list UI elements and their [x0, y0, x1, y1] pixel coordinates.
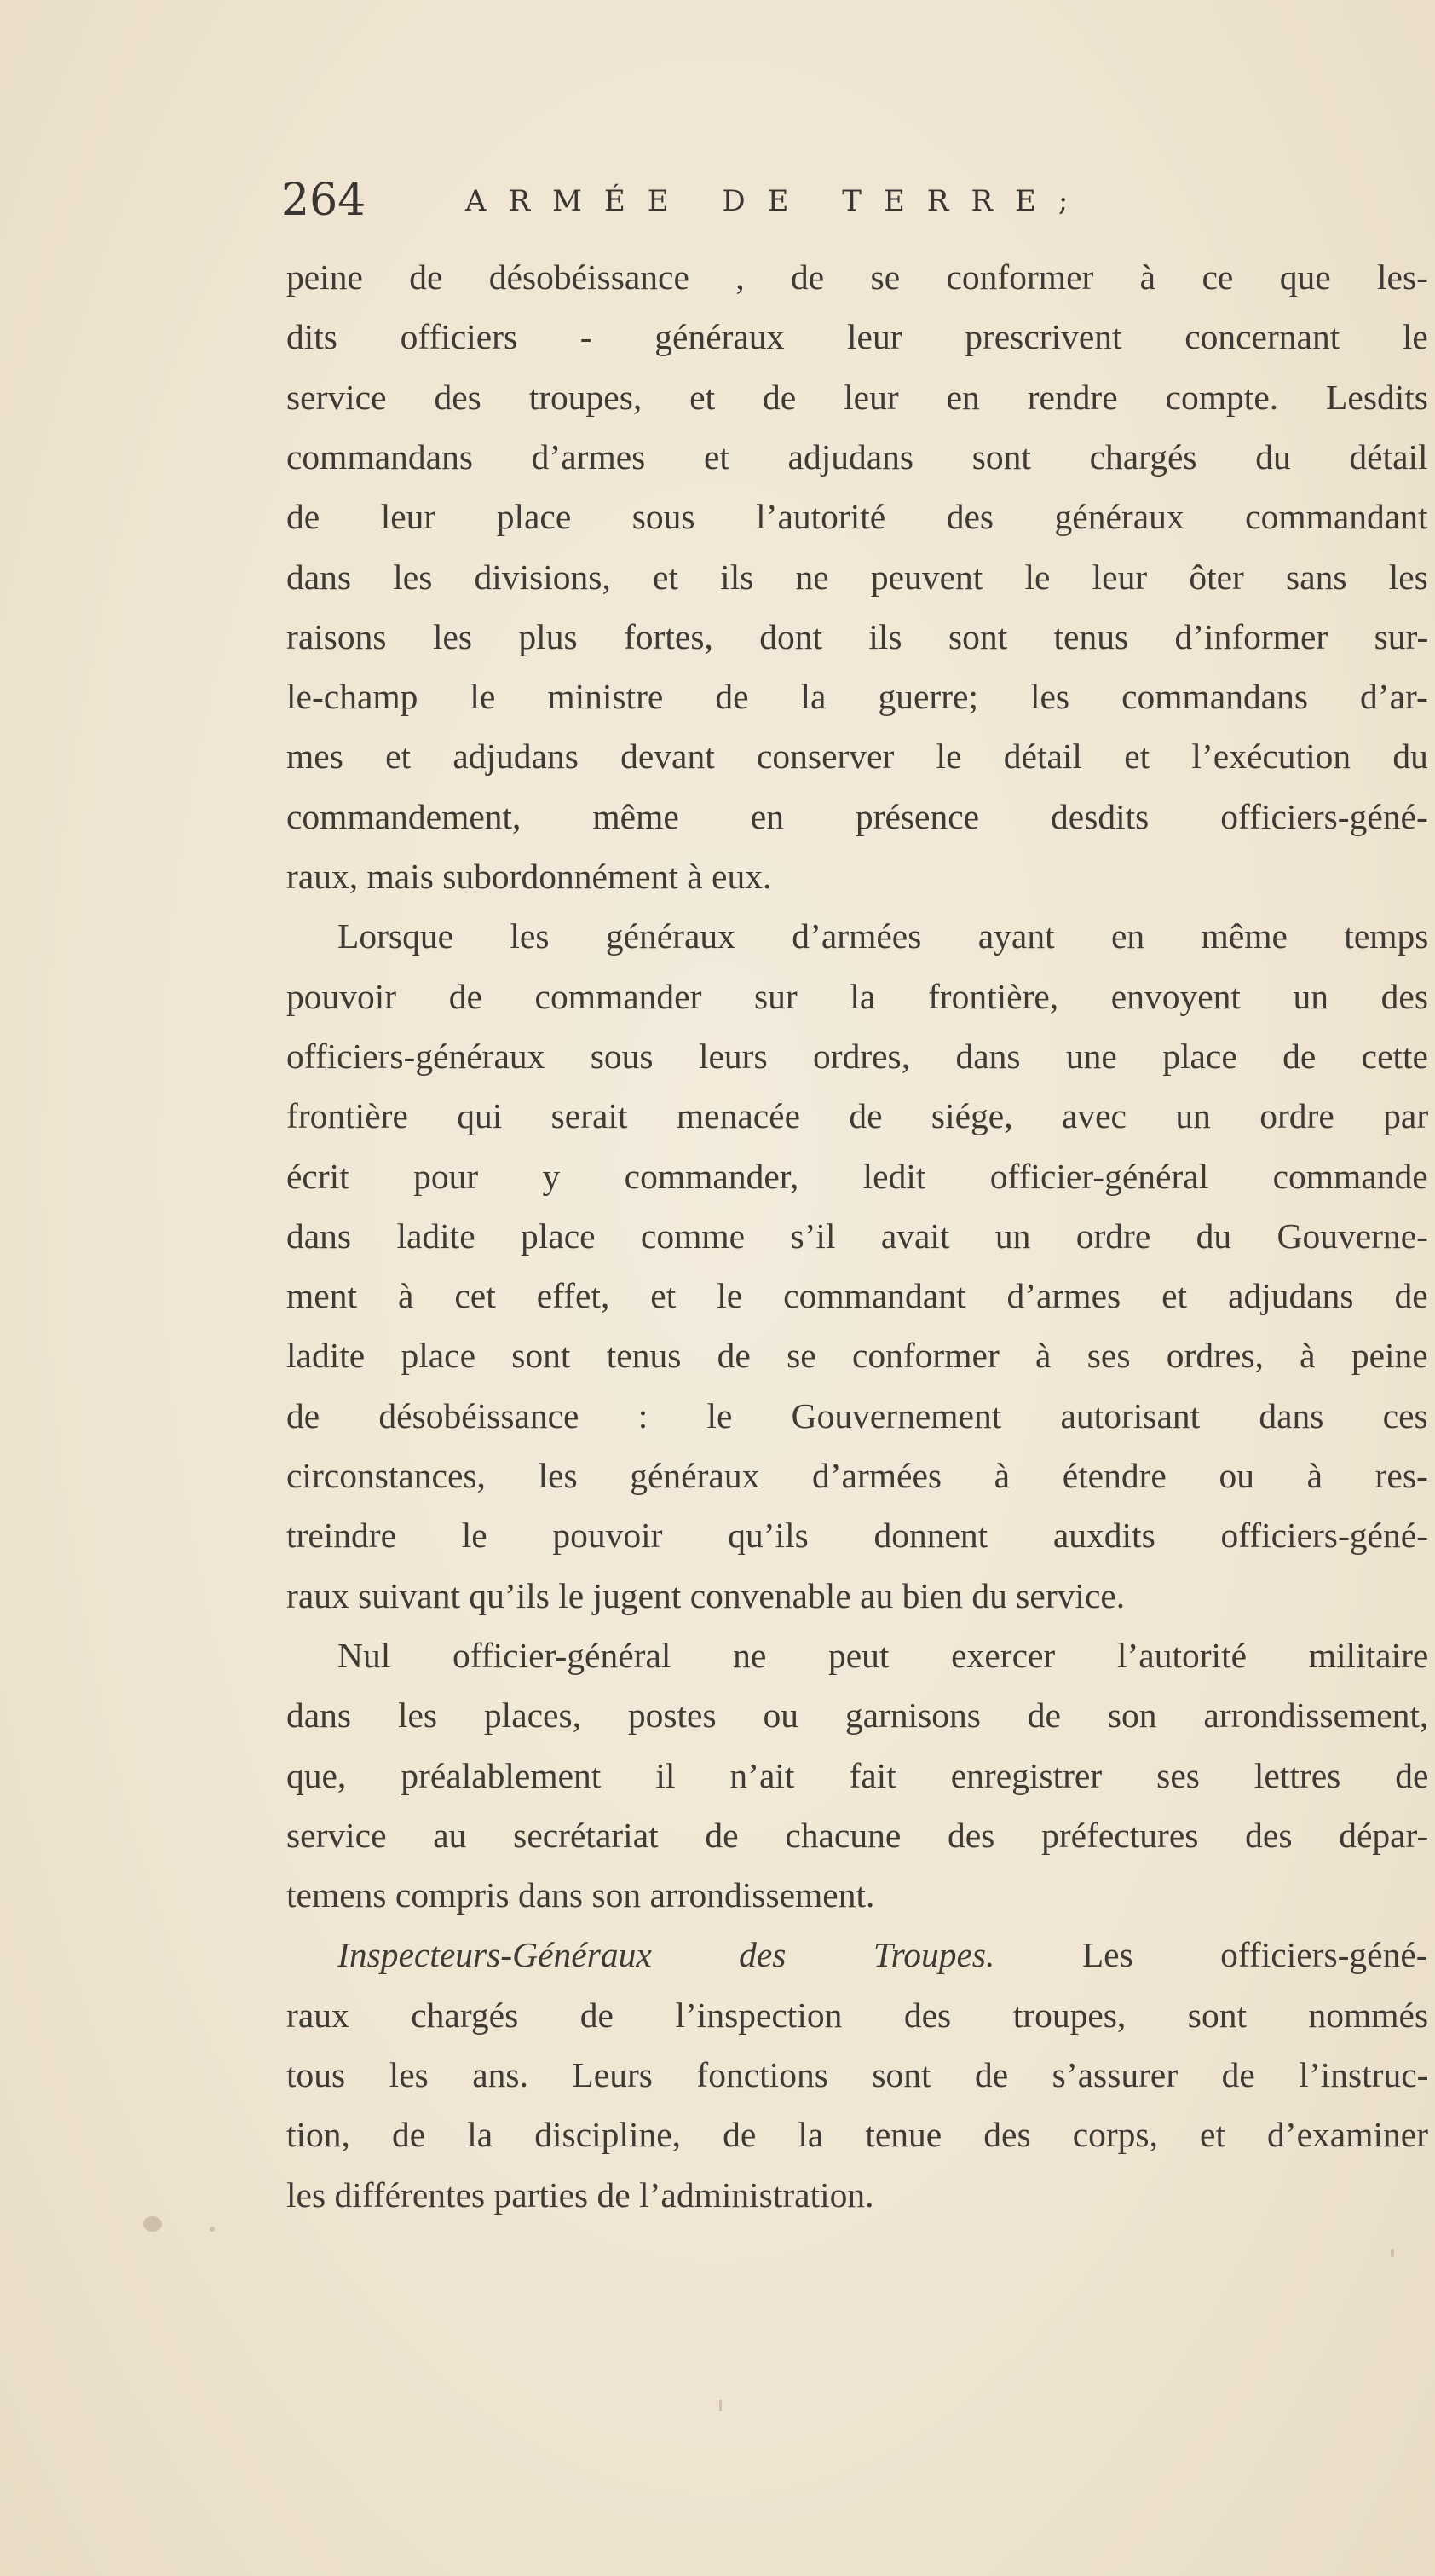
text-line: le-champ le ministre de la guerre; les commandans d’ar- — [286, 677, 1428, 717]
text-line: treindre le pouvoir qu’ils donnent auxdits officiers-géné- — [286, 1516, 1428, 1556]
text-line: pouvoir de commander sur la frontière, envoyent un des — [286, 976, 1429, 1016]
text-line: officiers-généraux sous leurs ordres, dans une place de cette — [286, 1036, 1428, 1076]
paper-speck — [719, 2400, 722, 2411]
text-line: de leur place sous l’autorité des généraux commandant — [286, 497, 1428, 537]
text-line — [337, 1925, 1428, 1984]
text-line: ladite place sont tenus de se conformer à ses ordres, à peine — [286, 1336, 1428, 1376]
page-header — [281, 170, 1287, 230]
text-line: service au secrétariat de chacune des préfectures des dépar- — [286, 1815, 1429, 1855]
text-line: dans les places, postes ou garnisons de son arrondissement, — [286, 1695, 1429, 1736]
text-line: écrit pour y commander, ledit officier-général commande — [286, 1156, 1428, 1196]
page-number: 264 — [281, 175, 366, 226]
text-line: commandans d’armes et adjudans sont chargés du détail — [286, 436, 1428, 477]
running-title: ARMÉE DE TERRE; — [465, 184, 1091, 218]
text-line: ment à cet effet, et le commandant d’armes et adjudans de — [286, 1276, 1428, 1316]
text-line: circonstances, les généraux d’armées à étendre ou à res- — [286, 1456, 1428, 1495]
text-line: que, préalablement il n’ait fait enregistrer ses lettres de — [286, 1755, 1429, 1795]
text-line: commandement, même en présence desdits officiers-géné- — [286, 796, 1428, 836]
text-line: temens compris dans son arrondissement. — [286, 1875, 875, 1915]
text-line: service des troupes, et de leur en rendre compte. Lesdits — [286, 377, 1428, 417]
text-line: dits officiers - généraux leur prescrivent concernant le — [286, 317, 1428, 357]
text-line: Nul officier-général ne peut exercer l’autorité militaire — [337, 1635, 1429, 1675]
text-line: frontière qui serait menacée de siége, avec un ordre par — [286, 1096, 1429, 1136]
paper-speck — [143, 2216, 162, 2232]
text-line: raux suivant qu’ils le jugent convenable au bien du service. — [286, 1575, 1126, 1615]
text-line: dans ladite place comme s’il avait un ordre du Gouverne- — [286, 1216, 1429, 1256]
text-line: raisons les plus fortes, dont ils sont tenus d’informer sur- — [286, 616, 1429, 656]
text-line: dans les divisions, et ils ne peuvent le leur ôter sans les — [286, 557, 1428, 597]
text-line: tous les ans. Leurs fonctions sont de s’assurer de l’instruc- — [286, 2055, 1429, 2094]
text-line: peine de désobéissance , de se conformer à ce que les- — [286, 257, 1428, 297]
text-line: Lorsque les généraux d’armées ayant en même temps — [337, 916, 1429, 956]
text-line: tion, de la discipline, de la tenue des corps, et d’examiner — [286, 2115, 1429, 2155]
paper-speck — [1391, 2249, 1394, 2257]
text-line: raux chargés de l’inspection des troupes, sont nommés — [286, 1995, 1429, 2035]
text-line: mes et adjudans devant conserver le détail et l’exécution du — [286, 736, 1428, 777]
section-heading: Inspecteurs-Généraux des Troupes. — [337, 1935, 995, 1975]
paper-speck — [210, 2227, 215, 2232]
text-line: de désobéissance : le Gouvernement autorisant dans ces — [286, 1395, 1428, 1435]
line-text: Les officiers-géné- — [1081, 1935, 1428, 1975]
text-line: les différentes parties de l’administration. — [286, 2175, 874, 2215]
text-line: raux, mais subordonnément à eux. — [286, 857, 772, 896]
